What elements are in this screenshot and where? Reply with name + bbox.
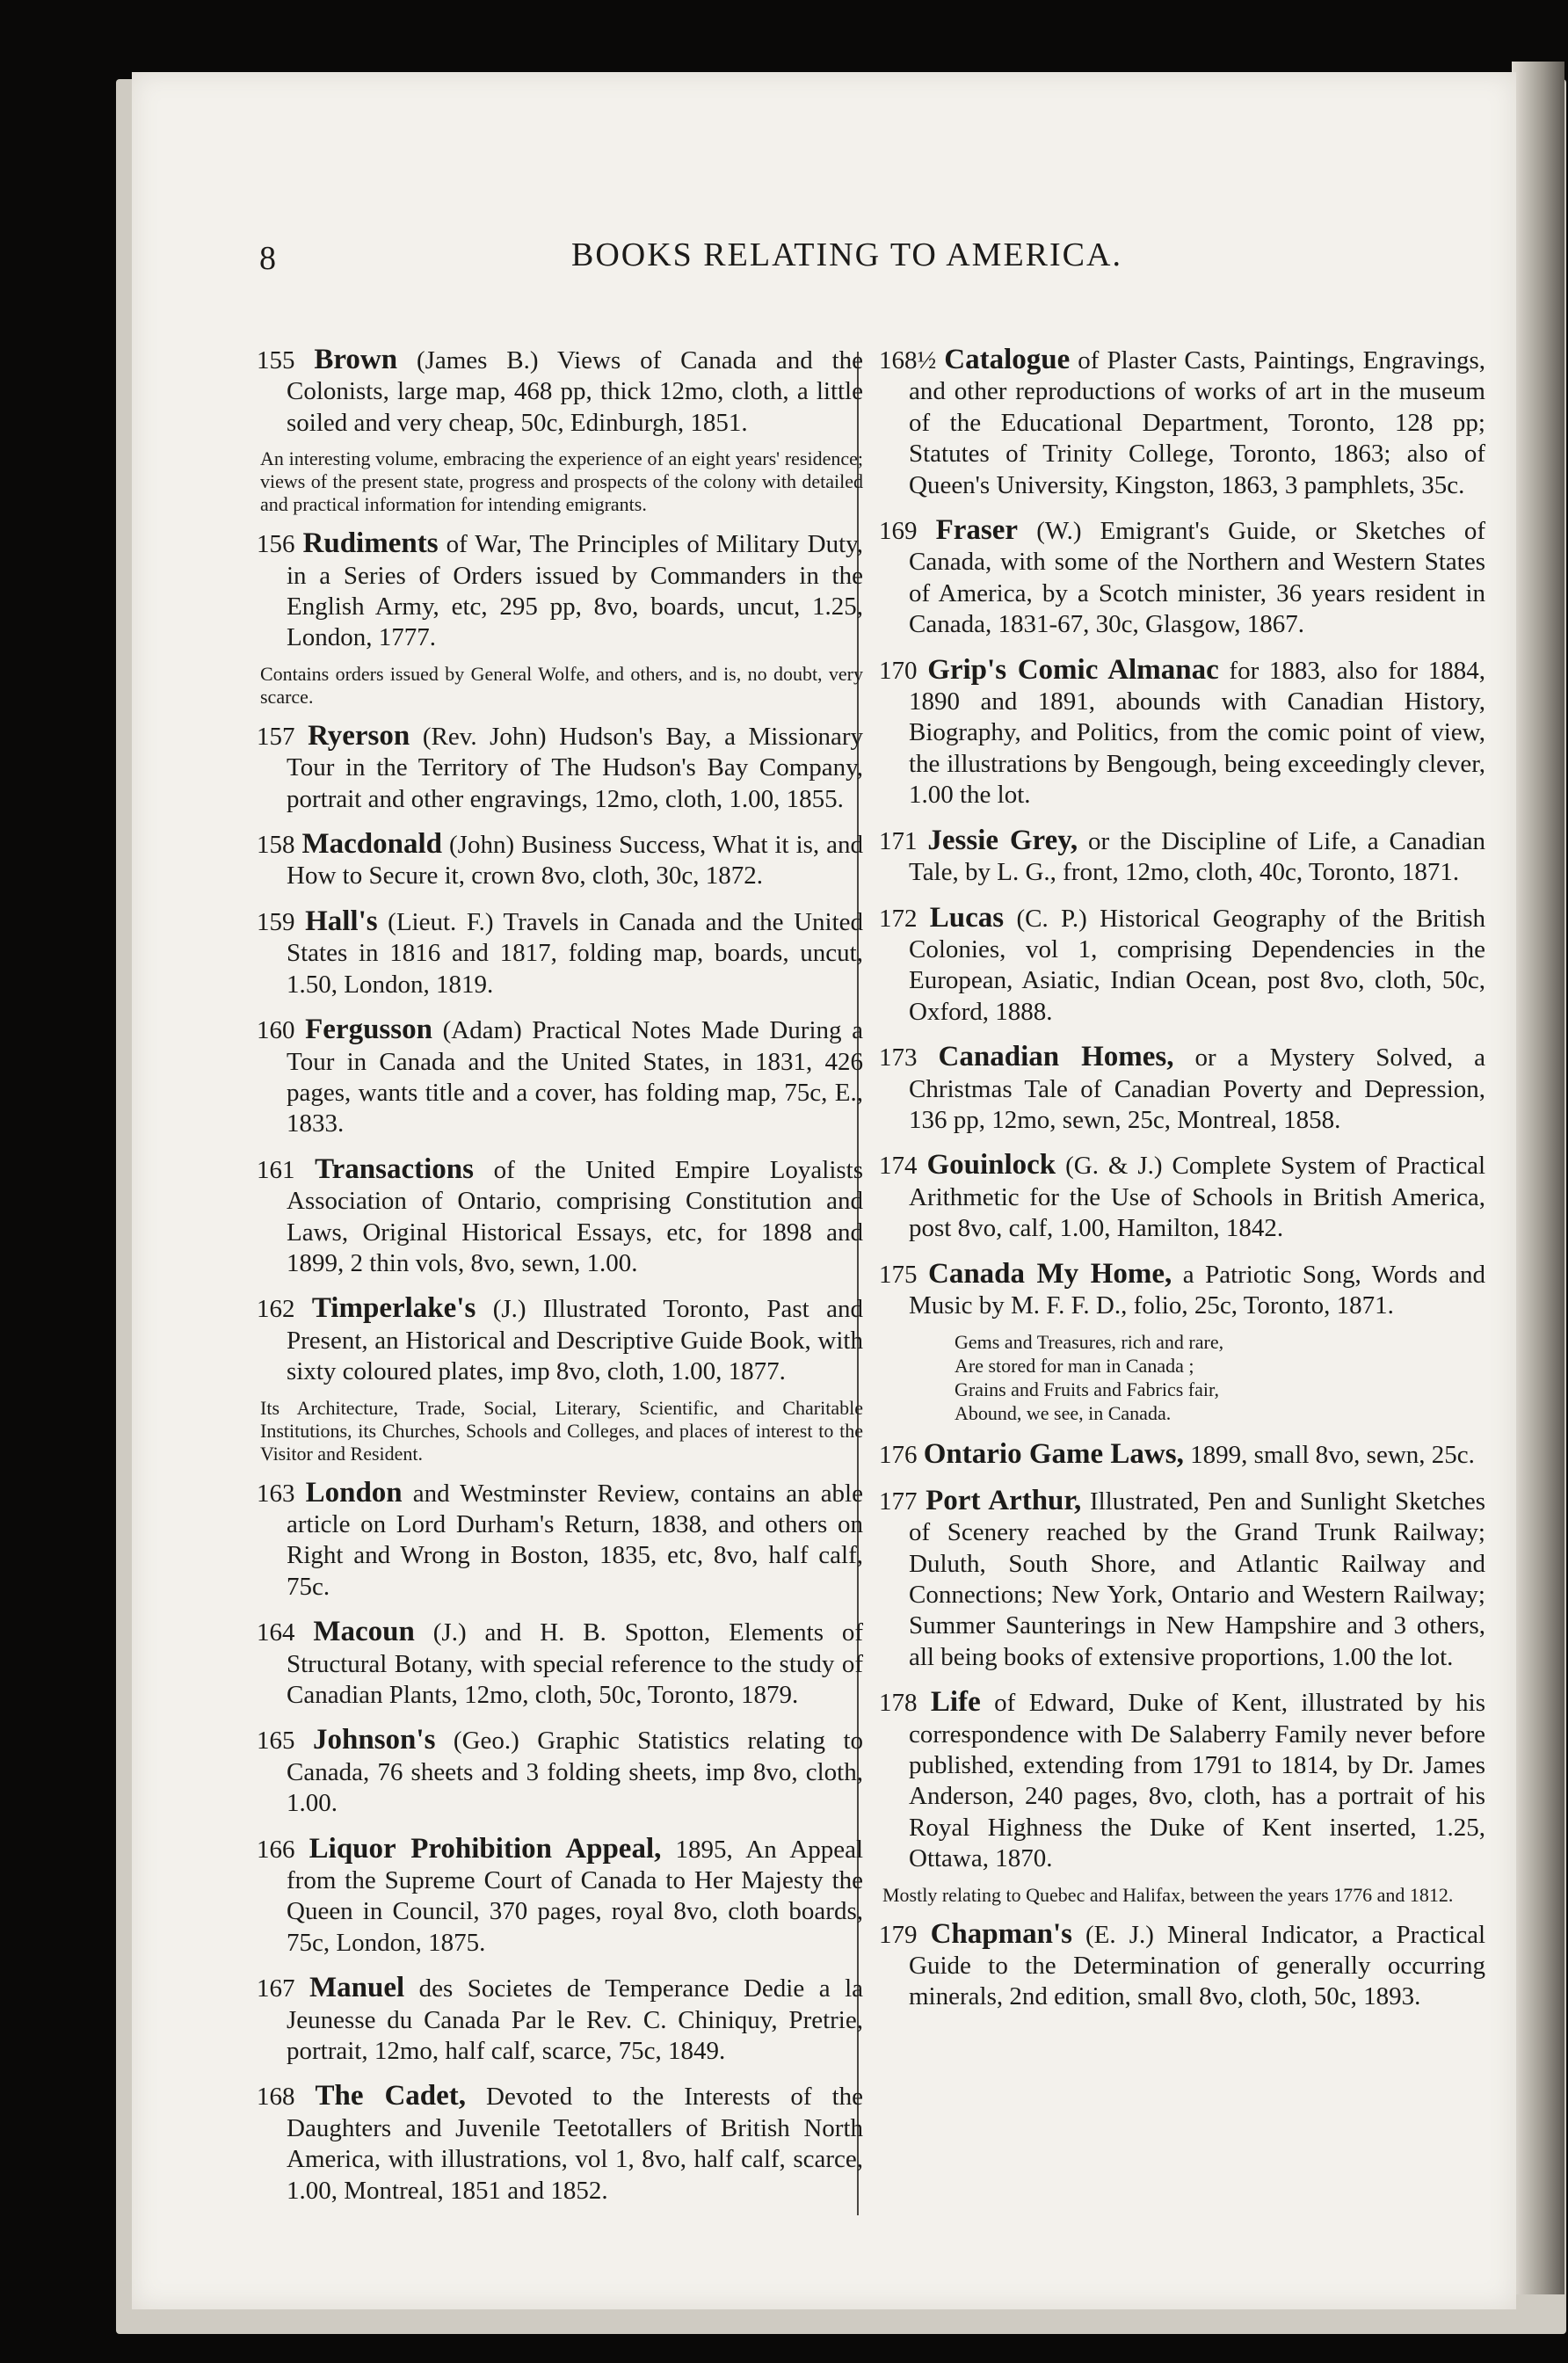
entry-heading: Fergusson — [305, 1014, 432, 1046]
verse-line: Abound, we see, in Canada. — [955, 1402, 1172, 1425]
entry-text: a Patriotic Song, Words and Music by M. F. F. D., folio, 25c, Toronto, 1871. — [909, 1260, 1486, 1320]
entry-number: 167 — [257, 1974, 295, 2003]
catalog-entry — [257, 1617, 863, 1711]
entry-text: des Societes de Temperance Dedie a la Jeunesse du Canada Par le Rev. C. Chiniquy, Pretrie, portrait, 12mo, half calf, scarce, 75c, 1849. — [287, 1974, 863, 2066]
entry-number: 161 — [257, 1155, 295, 1184]
entry-text: (J.) and H. B. Spotton, Elements of Structural Botany, with special reference to the study of Canadian Plants, 12mo, cloth, 50c, Toronto, 1879. — [287, 1618, 864, 1709]
verse-line: Gems and Treasures, rich and rare, — [955, 1331, 1224, 1354]
catalog-entry — [879, 1259, 1485, 1322]
entry-number: 177 — [879, 1487, 918, 1516]
catalog-entry — [257, 1014, 863, 1140]
entry-heading: Gouinlock — [926, 1149, 1056, 1182]
entry-text: Devoted to the Interests of the Daughters and Juvenile Teetotallers of British North America, with illustrations, vol 1, 8vo, half calf, scarce, 1.00, Montreal, 1851 and 1852. — [287, 2083, 863, 2205]
entry-heading: Liquor Prohibition Appeal, — [309, 1832, 662, 1865]
entry-heading: Hall's — [305, 905, 378, 937]
entry-number: 175 — [879, 1260, 918, 1289]
entry-number: 155 — [257, 346, 295, 374]
catalog-entry — [257, 906, 863, 1000]
catalog-entry — [257, 1154, 863, 1280]
entry-heading: Transactions — [315, 1152, 474, 1185]
entry-heading: Grip's Comic Almanac — [927, 653, 1219, 686]
catalog-entry — [257, 345, 863, 439]
entry-number: 159 — [257, 907, 295, 936]
entry-text: (John) Business Success, What it is, and How to Secure it, crown 8vo, cloth, 30c, 1872. — [287, 831, 864, 891]
verse-line: Grains and Fruits and Fabrics fair, — [955, 1378, 1219, 1401]
entry-heading: The Cadet, — [315, 2080, 467, 2112]
entry-note: Mostly relating to Quebec and Halifax, between the years 1776 and 1812. — [882, 1883, 1454, 1906]
catalog-entry — [879, 1042, 1485, 1136]
catalog-entry — [257, 1478, 863, 1603]
entry-number: 173 — [879, 1043, 918, 1072]
catalog-entry — [257, 528, 863, 654]
catalog-entry — [879, 1439, 1485, 1471]
entry-number: 170 — [879, 656, 918, 685]
entry-text: of the United Empire Loyalists Association of Ontario, comprising Constitution and Laws, Original Historical Essays, etc, for 1898 and 1899, 2 thin vols, 8vo, sewn, 1.00. — [287, 1155, 864, 1277]
entry-text: (J.) Illustrated Toronto, Past and Present, an Historical and Descriptive Guide Book, with sixty coloured plates, imp 8vo, cloth, 1.00, 1877. — [287, 1295, 863, 1386]
entry-number: 164 — [257, 1618, 295, 1647]
entry-heading: Ontario Game Laws, — [923, 1438, 1184, 1471]
entry-heading: London — [305, 1476, 403, 1509]
entry-number: 174 — [879, 1152, 918, 1181]
entry-text: and Westminster Review, contains an able article on Lord Durham's Return, 1838, and others on Right and Wrong in Boston, 1835, etc, 8vo, half calf, 75c. — [287, 1479, 863, 1601]
entry-number: 166 — [257, 1835, 295, 1864]
catalog-entry — [879, 1486, 1485, 1673]
entry-number: 156 — [257, 530, 295, 559]
catalog-entry — [257, 2081, 863, 2207]
catalog-entry — [257, 721, 863, 815]
entry-note: An interesting volume, embracing the experience of an eight years' residence; views of the present state, progress and prospects of the colony with detailed and practical information for intending emigrants. — [260, 447, 863, 516]
entry-number: 162 — [257, 1295, 295, 1324]
catalog-entry — [879, 345, 1485, 501]
running-head: BOOKS RELATING TO AMERICA. — [571, 236, 1122, 273]
entry-heading: Catalogue — [944, 344, 1071, 375]
right-column — [879, 345, 1485, 2027]
entry-number: 165 — [257, 1727, 295, 1756]
catalog-entry — [257, 1973, 863, 2067]
entry-number: 168½ — [879, 346, 937, 374]
entry-number: 157 — [257, 722, 295, 751]
entry-number: 169 — [879, 517, 918, 546]
entry-text: 1895, An Appeal from the Supreme Court of Canada to Her Majesty the Queen in Council, 370 pages, royal 8vo, cloth boards, 75c, London, 1875. — [287, 1835, 864, 1957]
entry-note: Contains orders issued by General Wolfe, and others, and is, no doubt, very scarce. — [260, 662, 863, 708]
entry-text: 1899, small 8vo, sewn, 25c. — [1190, 1441, 1475, 1470]
entry-text: (C. P.) Historical Geography of the British Colonies, vol 1, comprising Dependencies in the European, Asiatic, Indian Ocean, post 8vo, cloth, 50c, Oxford, 1888. — [909, 904, 1486, 1026]
entry-note: Its Architecture, Trade, Social, Literary, Scientific, and Charitable Institutions, its Churches, Schools and Colleges, and places of interest to the Visitor and Resident. — [260, 1396, 863, 1465]
entry-heading: Timperlake's — [311, 1292, 476, 1325]
catalog-entry — [257, 1293, 863, 1387]
entry-heading: Jessie Grey, — [927, 824, 1078, 856]
catalog-entry — [257, 1725, 863, 1819]
entry-text: (Rev. John) Hudson's Bay, a Missionary Tour in the Territory of The Hudson's Bay Company, portrait and other engravings, 12mo, cloth, 1.00, 1855. — [287, 722, 864, 813]
entry-text: or the Discipline of Life, a Canadian Tale, by L. G., front, 12mo, cloth, 40c, Toronto, 1871. — [909, 826, 1485, 887]
entry-text: (G. & J.) Complete System of Practical Arithmetic for the Use of Schools in British America, post 8vo, calf, 1.00, Hamilton, 1842. — [909, 1152, 1486, 1243]
catalog-entry — [879, 1687, 1485, 1874]
entry-heading: Canada My Home, — [928, 1257, 1172, 1290]
entry-text: (James B.) Views of Canada and the Colonists, large map, 468 pp, thick 12mo, cloth, a little soiled and very cheap, 50c, Edinburgh, 1851. — [287, 346, 864, 437]
entry-heading: Johnson's — [313, 1724, 436, 1756]
entry-number: 160 — [257, 1016, 295, 1045]
entry-text: (Lieut. F.) Travels in Canada and the United States in 1816 and 1817, folding map, boards, uncut, 1.50, London, 1819. — [287, 907, 864, 999]
entry-heading: Macoun — [313, 1616, 415, 1648]
entry-number: 163 — [257, 1479, 295, 1508]
catalog-entry — [879, 655, 1485, 811]
catalog-entry — [879, 825, 1485, 889]
entry-heading: Rudiments — [302, 527, 439, 560]
page-number: 8 — [259, 240, 276, 277]
entry-heading: Lucas — [929, 901, 1005, 934]
entry-heading: Port Arthur, — [926, 1484, 1082, 1516]
entry-number: 176 — [879, 1441, 918, 1470]
entry-text: (Adam) Practical Notes Made During a Tour in Canada and the United States, in 1831, 426 pages, wants title and a cover, has folding map, 75c, E., 1833. — [287, 1016, 864, 1138]
entry-number: 168 — [257, 2083, 295, 2112]
catalog-entry — [257, 1834, 863, 1959]
entry-text: of War, The Principles of Military Duty, in a Series of Orders issued by Commanders in the English Army, etc, 295 pp, 8vo, boards, uncut, 1.25, London, 1777. — [287, 530, 864, 652]
entry-number: 171 — [879, 826, 918, 855]
entry-number: 158 — [257, 831, 295, 860]
entry-text: (Geo.) Graphic Statistics relating to Canada, 76 sheets and 3 folding sheets, imp 8vo, cloth, 1.00. — [287, 1727, 864, 1818]
left-column — [257, 345, 863, 2221]
entry-number: 178 — [879, 1689, 918, 1718]
entry-text: (W.) Emigrant's Guide, or Sketches of Canada, with some of the Northern and Western States of America, by a Scotch minister, 36 years resident in Canada, 1831-67, 30c, Glasgow, 1867. — [909, 517, 1486, 639]
entry-heading: Ryerson — [308, 719, 410, 752]
entry-text: of Plaster Casts, Paintings, Engravings, and other reproductions of works of art in the museum of the Educational Department, Toronto, 128 pp; Statutes of Trinity College, Toronto, 1863; also of Queen's University, Kingston, 1863, 3 pamphlets, 35c. — [909, 346, 1486, 499]
catalog-entry — [879, 1150, 1485, 1244]
entry-text: Illustrated, Pen and Sunlight Sketches of Scenery reached by the Grand Trunk Railway; Duluth, South Shore, and Atlantic Railway and Connections; New York, Ontario and Western Railway; Summer Saunterings in New Hampshire and 3 others, all being books of extensive proportions, 1.00 the lot. — [909, 1487, 1486, 1671]
entry-text: of Edward, Duke of Kent, illustrated by his correspondence with De Salaberry Family never before published, extending from 1791 to 1814, by Dr. James Anderson, 240 pages, 8vo, cloth, has a portrait of his Royal Highness the Duke of Kent inserted, 1.25, Ottawa, 1870. — [909, 1689, 1485, 1873]
entry-number: 172 — [879, 904, 918, 933]
catalog-entry — [879, 903, 1485, 1029]
catalog-entry — [879, 515, 1485, 641]
verse-line: Are stored for man in Canada ; — [955, 1355, 1194, 1378]
entry-heading: Macdonald — [301, 828, 443, 861]
entry-heading: Manuel — [309, 1972, 405, 2004]
song-verse — [955, 1330, 1485, 1425]
entry-text: or a Mystery Solved, a Christmas Tale of Canadian Poverty and Depression, 136 pp, 12mo, sewn, 25c, Montreal, 1858. — [909, 1043, 1486, 1134]
catalog-entry — [879, 1919, 1485, 2013]
entry-heading: Life — [930, 1686, 981, 1719]
entry-heading: Brown — [314, 344, 398, 375]
book-page — [132, 72, 1516, 2309]
catalog-entry — [257, 829, 863, 892]
entry-heading: Fraser — [935, 514, 1019, 547]
entry-heading: Chapman's — [930, 1917, 1072, 1950]
page-edge — [1512, 62, 1564, 2294]
entry-text: for 1883, also for 1884, 1890 and 1891, abounds with Canadian History, Biography, and Politics, from the comic point of view, the illustrations by Bengough, being exceedingly clever, 1.00 the lot. — [909, 656, 1485, 810]
entry-heading: Canadian Homes, — [938, 1041, 1174, 1073]
entry-number: 179 — [879, 1920, 918, 1949]
entry-text: (E. J.) Mineral Indicator, a Practical Guide to the Determination of generally occurring minerals, 2nd edition, small 8vo, cloth, 50c, 1893. — [909, 1920, 1485, 2011]
